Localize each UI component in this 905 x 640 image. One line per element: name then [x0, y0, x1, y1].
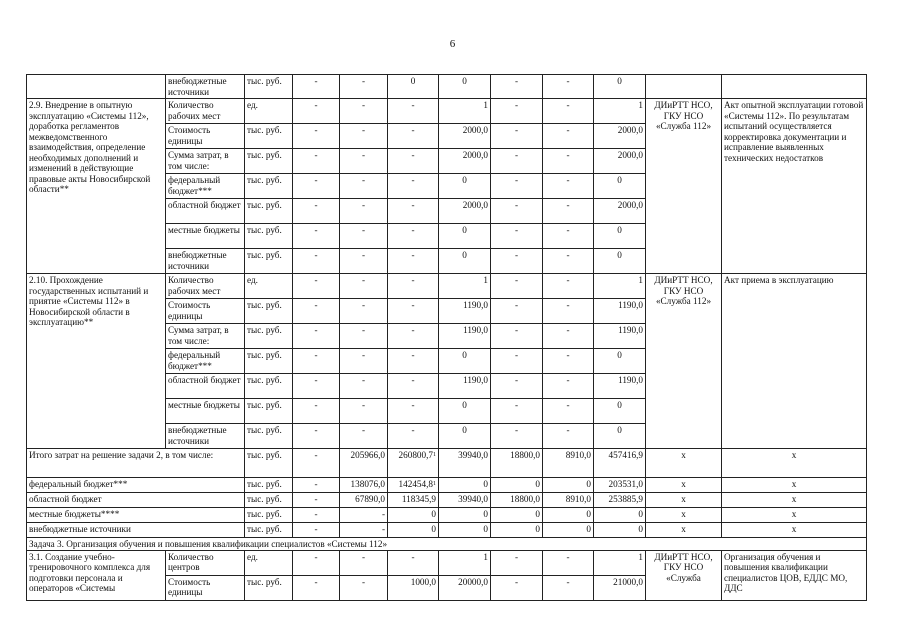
value-cell [439, 523, 491, 538]
unit-cell: тыс. руб. [245, 224, 293, 249]
result-cell: Организация обучения и повышения квалификации специалистов ЦОВ, ЕДДС МО, ДДС [722, 550, 867, 600]
value-cell [543, 523, 594, 538]
value-cell: - [543, 174, 594, 199]
value-cell [388, 449, 439, 478]
value-cell: 0 [439, 75, 491, 99]
value-cell [340, 508, 388, 523]
value-text: 0 [483, 479, 488, 489]
value-cell: - [491, 124, 543, 149]
value-text: 18800,0 [510, 494, 540, 504]
table-row [27, 523, 867, 538]
executor-cell [646, 75, 722, 99]
result-cell [722, 75, 867, 99]
value-cell: - [543, 124, 594, 149]
value-cell: - [491, 424, 543, 449]
value-cell: 2000,0 [439, 199, 491, 224]
result-cell: Акт опытной эксплуатации готовой «Системы 112». По результатам испытаний осуществляется корректировка документации и исправление выявленных технических недостатков [722, 99, 867, 274]
task-name-cell: 2.10. Прохождение государственных испытаний и приятие «Системы 112» в Новосибирской области в эксплуатацию** [27, 274, 166, 449]
value-cell: 2000,0 [439, 124, 491, 149]
executor-cell: ДИиРТТ НСО, ГКУ НСО «Служба 112» [646, 274, 722, 449]
unit-cell: тыс. руб. [245, 478, 293, 493]
value-cell: - [340, 149, 388, 174]
value-cell: - [340, 349, 388, 374]
indicator-cell: внебюджетные источники [166, 249, 245, 274]
value-cell [293, 493, 340, 508]
value-cell: - [388, 324, 439, 349]
total-label-cell: внебюджетные источники [27, 523, 245, 538]
value-cell: - [340, 75, 388, 99]
footnote-mark: 1 [433, 452, 436, 458]
indicator-cell: Сумма затрат, в том числе: [166, 149, 245, 174]
result-cell: х [722, 478, 867, 493]
value-cell [543, 449, 594, 478]
executor-cell: ДИиРТТ НСО, ГКУ НСО «Служба [646, 550, 722, 600]
table-row [27, 99, 867, 124]
value-cell [594, 449, 646, 478]
value-cell: - [293, 575, 340, 600]
value-cell: - [543, 249, 594, 274]
value-cell: - [491, 550, 543, 575]
indicator-cell: Стоимость единицы [166, 575, 245, 600]
value-cell [439, 478, 491, 493]
table-row [27, 449, 867, 478]
value-cell [594, 478, 646, 493]
value-cell: - [491, 149, 543, 174]
total-label-cell: Итого затрат на решение задачи 2, в том числе: [27, 449, 245, 478]
unit-cell: тыс. руб. [245, 399, 293, 424]
value-text: 0 [431, 509, 436, 519]
total-label-cell: местные бюджеты**** [27, 508, 245, 523]
value-cell: - [293, 75, 340, 99]
value-cell [491, 478, 543, 493]
value-cell: 0 [439, 174, 491, 199]
unit-cell: тыс. руб. [245, 349, 293, 374]
value-cell [388, 508, 439, 523]
value-cell: - [491, 299, 543, 324]
value-cell: 0 [439, 349, 491, 374]
value-text: 0 [638, 509, 643, 519]
page-number: 6 [449, 38, 456, 50]
value-cell: - [543, 75, 594, 99]
value-text: 142454,8 [398, 479, 433, 489]
table-row [27, 550, 867, 575]
value-cell [543, 478, 594, 493]
value-cell: - [293, 149, 340, 174]
value-cell: - [340, 550, 388, 575]
unit-cell: тыс. руб. [245, 424, 293, 449]
value-cell: - [293, 99, 340, 124]
unit-cell: ед. [245, 274, 293, 299]
value-cell: 1 [439, 274, 491, 299]
value-cell [293, 449, 340, 478]
footnote-mark: 1 [433, 481, 436, 487]
value-text: 253885,9 [608, 494, 643, 504]
value-cell: 1190,0 [439, 374, 491, 399]
value-cell: - [340, 274, 388, 299]
value-cell: - [293, 224, 340, 249]
indicator-cell: Количество рабочих мест [166, 274, 245, 299]
unit-cell: тыс. руб. [245, 523, 293, 538]
value-cell: - [543, 374, 594, 399]
value-cell: 1190,0 [594, 324, 646, 349]
indicator-cell: местные бюджеты [166, 399, 245, 424]
unit-cell: тыс. руб. [245, 149, 293, 174]
unit-cell: тыс. руб. [245, 299, 293, 324]
executor-cell: х [646, 449, 722, 478]
value-cell: 1000,0 [388, 575, 439, 600]
value-cell: - [340, 374, 388, 399]
result-cell: х [722, 523, 867, 538]
indicator-cell: внебюджетные источники [166, 75, 245, 99]
value-cell: - [388, 199, 439, 224]
value-cell: - [491, 99, 543, 124]
value-cell: - [340, 299, 388, 324]
value-cell: - [543, 399, 594, 424]
value-cell: - [388, 274, 439, 299]
value-cell: - [543, 349, 594, 374]
value-cell: - [491, 75, 543, 99]
value-cell: - [293, 374, 340, 399]
table-row [27, 75, 867, 99]
value-cell [388, 478, 439, 493]
value-cell: 1190,0 [439, 299, 491, 324]
value-cell: - [293, 399, 340, 424]
value-cell: 1 [439, 99, 491, 124]
value-text: 39940,0 [458, 450, 488, 460]
value-cell [340, 523, 388, 538]
unit-cell: тыс. руб. [245, 449, 293, 478]
indicator-cell: Стоимость единицы [166, 299, 245, 324]
value-cell: 21000,0 [594, 575, 646, 600]
indicator-cell: внебюджетные источники [166, 424, 245, 449]
executor-cell: х [646, 493, 722, 508]
value-cell: 0 [594, 174, 646, 199]
value-cell [293, 523, 340, 538]
value-cell [340, 449, 388, 478]
value-cell: 0 [594, 75, 646, 99]
value-text: 18800,0 [510, 450, 540, 460]
value-cell: - [293, 199, 340, 224]
value-cell: - [543, 99, 594, 124]
value-cell: - [543, 299, 594, 324]
value-cell: - [388, 224, 439, 249]
table-row [27, 493, 867, 508]
value-cell: - [543, 550, 594, 575]
value-cell: 20000,0 [439, 575, 491, 600]
value-cell: - [293, 249, 340, 274]
value-cell: - [388, 149, 439, 174]
value-text: 0 [586, 524, 591, 534]
value-cell: - [491, 224, 543, 249]
total-label-cell: федеральный бюджет*** [27, 478, 245, 493]
value-cell: 0 [594, 399, 646, 424]
value-cell: - [293, 124, 340, 149]
value-cell [439, 493, 491, 508]
value-cell: - [543, 274, 594, 299]
value-cell: 0 [594, 224, 646, 249]
value-cell: - [388, 374, 439, 399]
value-cell [439, 449, 491, 478]
value-text: 205966,0 [350, 450, 385, 460]
value-cell: - [388, 424, 439, 449]
indicator-cell: федеральный бюджет*** [166, 174, 245, 199]
value-cell: - [491, 274, 543, 299]
value-text: - [381, 509, 385, 519]
value-cell: - [543, 149, 594, 174]
value-cell: - [388, 349, 439, 374]
value-text: 0 [586, 509, 591, 519]
value-text: 8910,0 [565, 494, 591, 504]
value-cell [491, 508, 543, 523]
result-cell: х [722, 508, 867, 523]
value-text: 0 [483, 524, 488, 534]
value-cell: - [491, 174, 543, 199]
value-text: 138076,0 [350, 479, 385, 489]
indicator-cell: местные бюджеты [166, 224, 245, 249]
value-cell: - [388, 124, 439, 149]
value-text: 0 [535, 524, 540, 534]
unit-cell: тыс. руб. [245, 508, 293, 523]
result-cell: х [722, 493, 867, 508]
value-cell: - [543, 424, 594, 449]
value-cell: - [293, 424, 340, 449]
table-row [27, 538, 867, 551]
value-cell: - [491, 374, 543, 399]
value-text: - [314, 509, 318, 519]
value-cell [388, 493, 439, 508]
value-text: 0 [535, 479, 540, 489]
unit-cell: тыс. руб. [245, 324, 293, 349]
value-cell: - [543, 324, 594, 349]
value-cell: 1 [594, 99, 646, 124]
executor-cell: х [646, 523, 722, 538]
table-row [27, 478, 867, 493]
value-cell: - [340, 199, 388, 224]
value-cell [543, 493, 594, 508]
value-cell: 2000,0 [594, 124, 646, 149]
value-cell: - [491, 575, 543, 600]
value-text: - [381, 524, 385, 534]
value-cell: 0 [388, 75, 439, 99]
indicator-cell: Количество рабочих мест [166, 99, 245, 124]
value-cell [594, 523, 646, 538]
value-text: 260800,7 [398, 450, 433, 460]
value-cell: 0 [594, 424, 646, 449]
value-text: 457416,9 [608, 450, 643, 460]
value-text: 0 [431, 524, 436, 534]
value-cell: 2000,0 [594, 149, 646, 174]
value-text: 0 [535, 509, 540, 519]
value-cell: - [340, 399, 388, 424]
value-cell [388, 523, 439, 538]
unit-cell: тыс. руб. [245, 493, 293, 508]
value-cell: - [340, 174, 388, 199]
value-cell: - [491, 324, 543, 349]
value-cell [340, 493, 388, 508]
unit-cell: ед. [245, 99, 293, 124]
value-cell: 0 [594, 249, 646, 274]
indicator-cell: областной бюджет [166, 374, 245, 399]
unit-cell: тыс. руб. [245, 575, 293, 600]
value-cell: - [388, 399, 439, 424]
indicator-cell: Стоимость единицы [166, 124, 245, 149]
value-cell: - [491, 399, 543, 424]
unit-cell: тыс. руб. [245, 174, 293, 199]
value-cell: 0 [439, 399, 491, 424]
value-cell [491, 493, 543, 508]
value-text: 0 [586, 479, 591, 489]
value-text: - [314, 494, 318, 504]
total-label-cell: областной бюджет [27, 493, 245, 508]
value-cell: 2000,0 [439, 149, 491, 174]
task-header-cell: Задача 3. Организация обучения и повышения квалификации специалистов «Системы 112» [27, 538, 867, 551]
value-cell: 1 [594, 550, 646, 575]
result-cell: Акт приема в эксплуатацию [722, 274, 867, 449]
value-cell [594, 508, 646, 523]
value-cell: - [543, 224, 594, 249]
value-text: 8910,0 [565, 450, 591, 460]
value-cell: - [491, 199, 543, 224]
value-cell: 1190,0 [439, 324, 491, 349]
executor-cell: х [646, 478, 722, 493]
value-text: 0 [638, 524, 643, 534]
value-cell: - [293, 174, 340, 199]
task-name-cell: 2.9. Внедрение в опытную эксплуатацию «Системы 112», доработка регламентов межведомственного взаимодействия, определение необходимых дополнений и изменений в действующие правовые акты Новосибирской области** [27, 99, 166, 274]
task-name-cell: 3.1. Создание учебно-тренировочного комплекса для подготовки персонала и операторов «Системы [27, 550, 166, 600]
value-cell [543, 508, 594, 523]
value-text: 39940,0 [458, 494, 488, 504]
value-cell: 0 [594, 349, 646, 374]
value-cell: - [340, 224, 388, 249]
value-cell [594, 493, 646, 508]
table-row [27, 508, 867, 523]
value-text: - [314, 450, 318, 460]
unit-cell: тыс. руб. [245, 124, 293, 149]
indicator-cell: федеральный бюджет*** [166, 349, 245, 374]
unit-cell: тыс. руб. [245, 249, 293, 274]
unit-cell: ед. [245, 550, 293, 575]
value-cell: - [340, 424, 388, 449]
value-text: - [314, 479, 318, 489]
unit-cell: тыс. руб. [245, 374, 293, 399]
unit-cell: тыс. руб. [245, 199, 293, 224]
value-cell: 1 [439, 550, 491, 575]
value-cell [491, 523, 543, 538]
value-cell: - [340, 124, 388, 149]
indicator-cell: Количество центров [166, 550, 245, 575]
value-cell: - [340, 575, 388, 600]
value-cell: - [340, 249, 388, 274]
value-cell: 1190,0 [594, 374, 646, 399]
value-cell [340, 478, 388, 493]
value-text: 118345,9 [401, 494, 436, 504]
executor-cell: х [646, 508, 722, 523]
value-text: 67890,0 [355, 494, 385, 504]
value-cell: - [340, 324, 388, 349]
executor-cell: ДИиРТТ НСО, ГКУ НСО «Служба 112» [646, 99, 722, 274]
value-cell: 0 [439, 424, 491, 449]
value-cell: - [293, 299, 340, 324]
value-cell [293, 508, 340, 523]
value-text: - [314, 524, 318, 534]
value-text: 203531,0 [608, 479, 643, 489]
value-text: 0 [483, 509, 488, 519]
value-cell: 2000,0 [594, 199, 646, 224]
value-cell: - [543, 575, 594, 600]
value-cell: - [491, 249, 543, 274]
table-row [27, 274, 867, 299]
value-cell: - [340, 99, 388, 124]
value-cell: - [388, 249, 439, 274]
value-cell: - [293, 324, 340, 349]
program-table [26, 74, 867, 601]
value-cell: - [388, 550, 439, 575]
value-cell: 1190,0 [594, 299, 646, 324]
value-cell [439, 508, 491, 523]
task-name-cell [27, 75, 166, 99]
indicator-cell: Сумма затрат, в том числе: [166, 324, 245, 349]
value-cell: - [388, 174, 439, 199]
value-cell: 0 [439, 249, 491, 274]
value-cell: 0 [439, 224, 491, 249]
value-cell [491, 449, 543, 478]
value-cell: - [388, 99, 439, 124]
value-cell: - [293, 274, 340, 299]
value-cell: 1 [594, 274, 646, 299]
value-cell: - [543, 199, 594, 224]
result-cell: х [722, 449, 867, 478]
unit-cell: тыс. руб. [245, 75, 293, 99]
indicator-cell: областной бюджет [166, 199, 245, 224]
value-cell: - [293, 349, 340, 374]
value-cell: - [388, 299, 439, 324]
value-cell [293, 478, 340, 493]
value-cell: - [491, 349, 543, 374]
value-cell: - [293, 550, 340, 575]
